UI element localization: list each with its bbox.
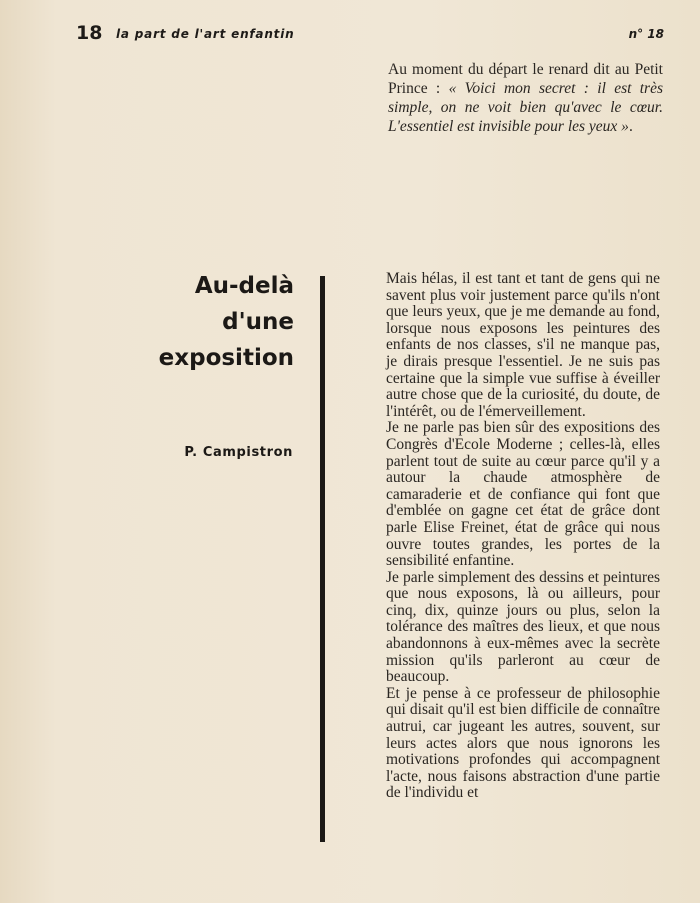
title-line: Au-delà (194, 273, 294, 299)
article-title (90, 268, 294, 376)
paragraph: Et je pense à ce professeur de philosophie qui disait qu'il est bien difficile de connaître autrui, car jugeant les autres, souvent, sur leurs actes alors que nous ignorons les motivations profondes qui accompagnent l'acte, nous faisons abstraction d'une partie de l'individu et (386, 684, 660, 802)
issue-number: n° 18 (628, 27, 664, 41)
title-line: d'une (222, 309, 294, 335)
epigraph (388, 60, 663, 136)
vertical-rule (320, 276, 325, 842)
paragraph: Mais hélas, il est tant et tant de gens qui ne savent plus voir justement parce qu'ils n'ont que leurs yeux, que je me demande au fond, lorsque nous exposons les peintures des enfants de nos classes, s'il ne manque pas, je dirais presque l'essentiel. Je ne suis pas certaine que la simple vue suffise à éveiller autre chose que de la curiosité, du doute, de l'intérêt, ou de l'émerveillement. (386, 270, 660, 420)
author-name: P. Campistron (184, 445, 293, 460)
page-number: 18 (76, 22, 103, 44)
paragraph: Je parle simplement des dessins et peintures que nous exposons, là ou ailleurs, pour cinq, dix, quinze jours ou plus, selon la tolérance des maîtres des lieux, et que nous abandonnons à eux-mêmes avec la secrète mission qu'ils parleront au cœur de beaucoup. (386, 568, 660, 686)
epigraph-lead: Au moment du départ le renard dit au Petit Prince : (388, 61, 663, 97)
article-body (386, 271, 660, 802)
title-line: exposition (158, 345, 294, 371)
paragraph: Je ne parle pas bien sûr des expositions des Congrès d'Ecole Moderne ; celles-là, elles parlent tout de suite au cœur parce qu'il y a autour la chaude atmosphère de camaraderie et de confiance qui font que d'emblée on gagne cet état de grâce dont parle Elise Freinet, état de grâce qui nous ouvre toutes grandes, les portes de la sensibilité enfantine. (386, 419, 660, 570)
running-title: la part de l'art enfantin (116, 27, 295, 41)
epigraph-quote: « Voici mon secret : il est très simple, on ne voit bien qu'avec le cœur. L'essentiel est invisible pour les yeux » (388, 80, 663, 135)
epigraph-end: . (628, 118, 633, 135)
